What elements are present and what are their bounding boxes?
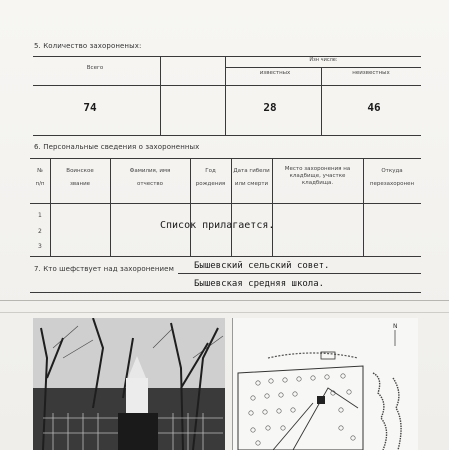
table6-col-num: № п/п xyxy=(35,168,45,187)
table5-vline-3 xyxy=(321,67,322,135)
table6-row-3: 3 xyxy=(38,243,42,250)
site-plan-drawing xyxy=(233,318,418,450)
memorial-photo-image xyxy=(33,318,225,450)
memorial-photo xyxy=(33,318,225,450)
table6-col-reburied-from: Откуда перезахоронен xyxy=(369,168,415,187)
patron-2: Бышевская средняя школа. xyxy=(194,279,325,289)
table6-col-burial-place: Место захоронения на кладбище, участке кладбища. xyxy=(284,166,351,186)
patron-1: Бышевский сельский совет. xyxy=(194,261,330,271)
table6-col-rank: Воинское звание xyxy=(66,168,94,187)
sheet-edge xyxy=(0,312,449,313)
north-arrow-label: N xyxy=(393,323,398,330)
table6-col-death-date: Дата гибели или смерти xyxy=(233,168,270,187)
table5-vline-1 xyxy=(160,56,161,135)
burials-known-value: 28 xyxy=(263,101,277,114)
site-plan xyxy=(232,318,418,450)
table5-col-total-label: Всего xyxy=(86,65,104,71)
table6-col-name: Фамилия, имя отчество xyxy=(129,168,171,187)
burials-total-value: 74 xyxy=(83,101,97,114)
table5-bottom-border xyxy=(33,135,421,136)
table6-row-2: 2 xyxy=(38,228,42,235)
table5-header-border xyxy=(33,85,421,86)
patron-1-underline xyxy=(178,273,421,274)
table6-row-1: 1 xyxy=(38,212,42,219)
table6-col-birth-year: Год рождения xyxy=(195,168,226,187)
page-fold xyxy=(0,300,449,301)
burials-unknown-value: 46 xyxy=(367,101,381,114)
section7-title: 7. Кто шефствует над захоронением xyxy=(34,265,174,273)
table5-col-ofthem-label: Изн числе: xyxy=(309,57,338,63)
table5-col-unknown-label: неизвестных xyxy=(352,70,390,76)
table5-vline-2 xyxy=(225,56,226,135)
table5-col-known-label: известных xyxy=(259,70,291,76)
memorial-marker xyxy=(317,396,325,404)
patron-2-underline xyxy=(30,292,421,293)
table5-sub-border xyxy=(226,67,421,68)
table6-bottom-border xyxy=(30,256,421,257)
list-attached-note: Список прилагается. xyxy=(160,220,275,231)
section6-title: 6. Персональные сведения о захороненных xyxy=(34,143,200,151)
section5-title: 5. Количество захороненых: xyxy=(34,42,142,50)
